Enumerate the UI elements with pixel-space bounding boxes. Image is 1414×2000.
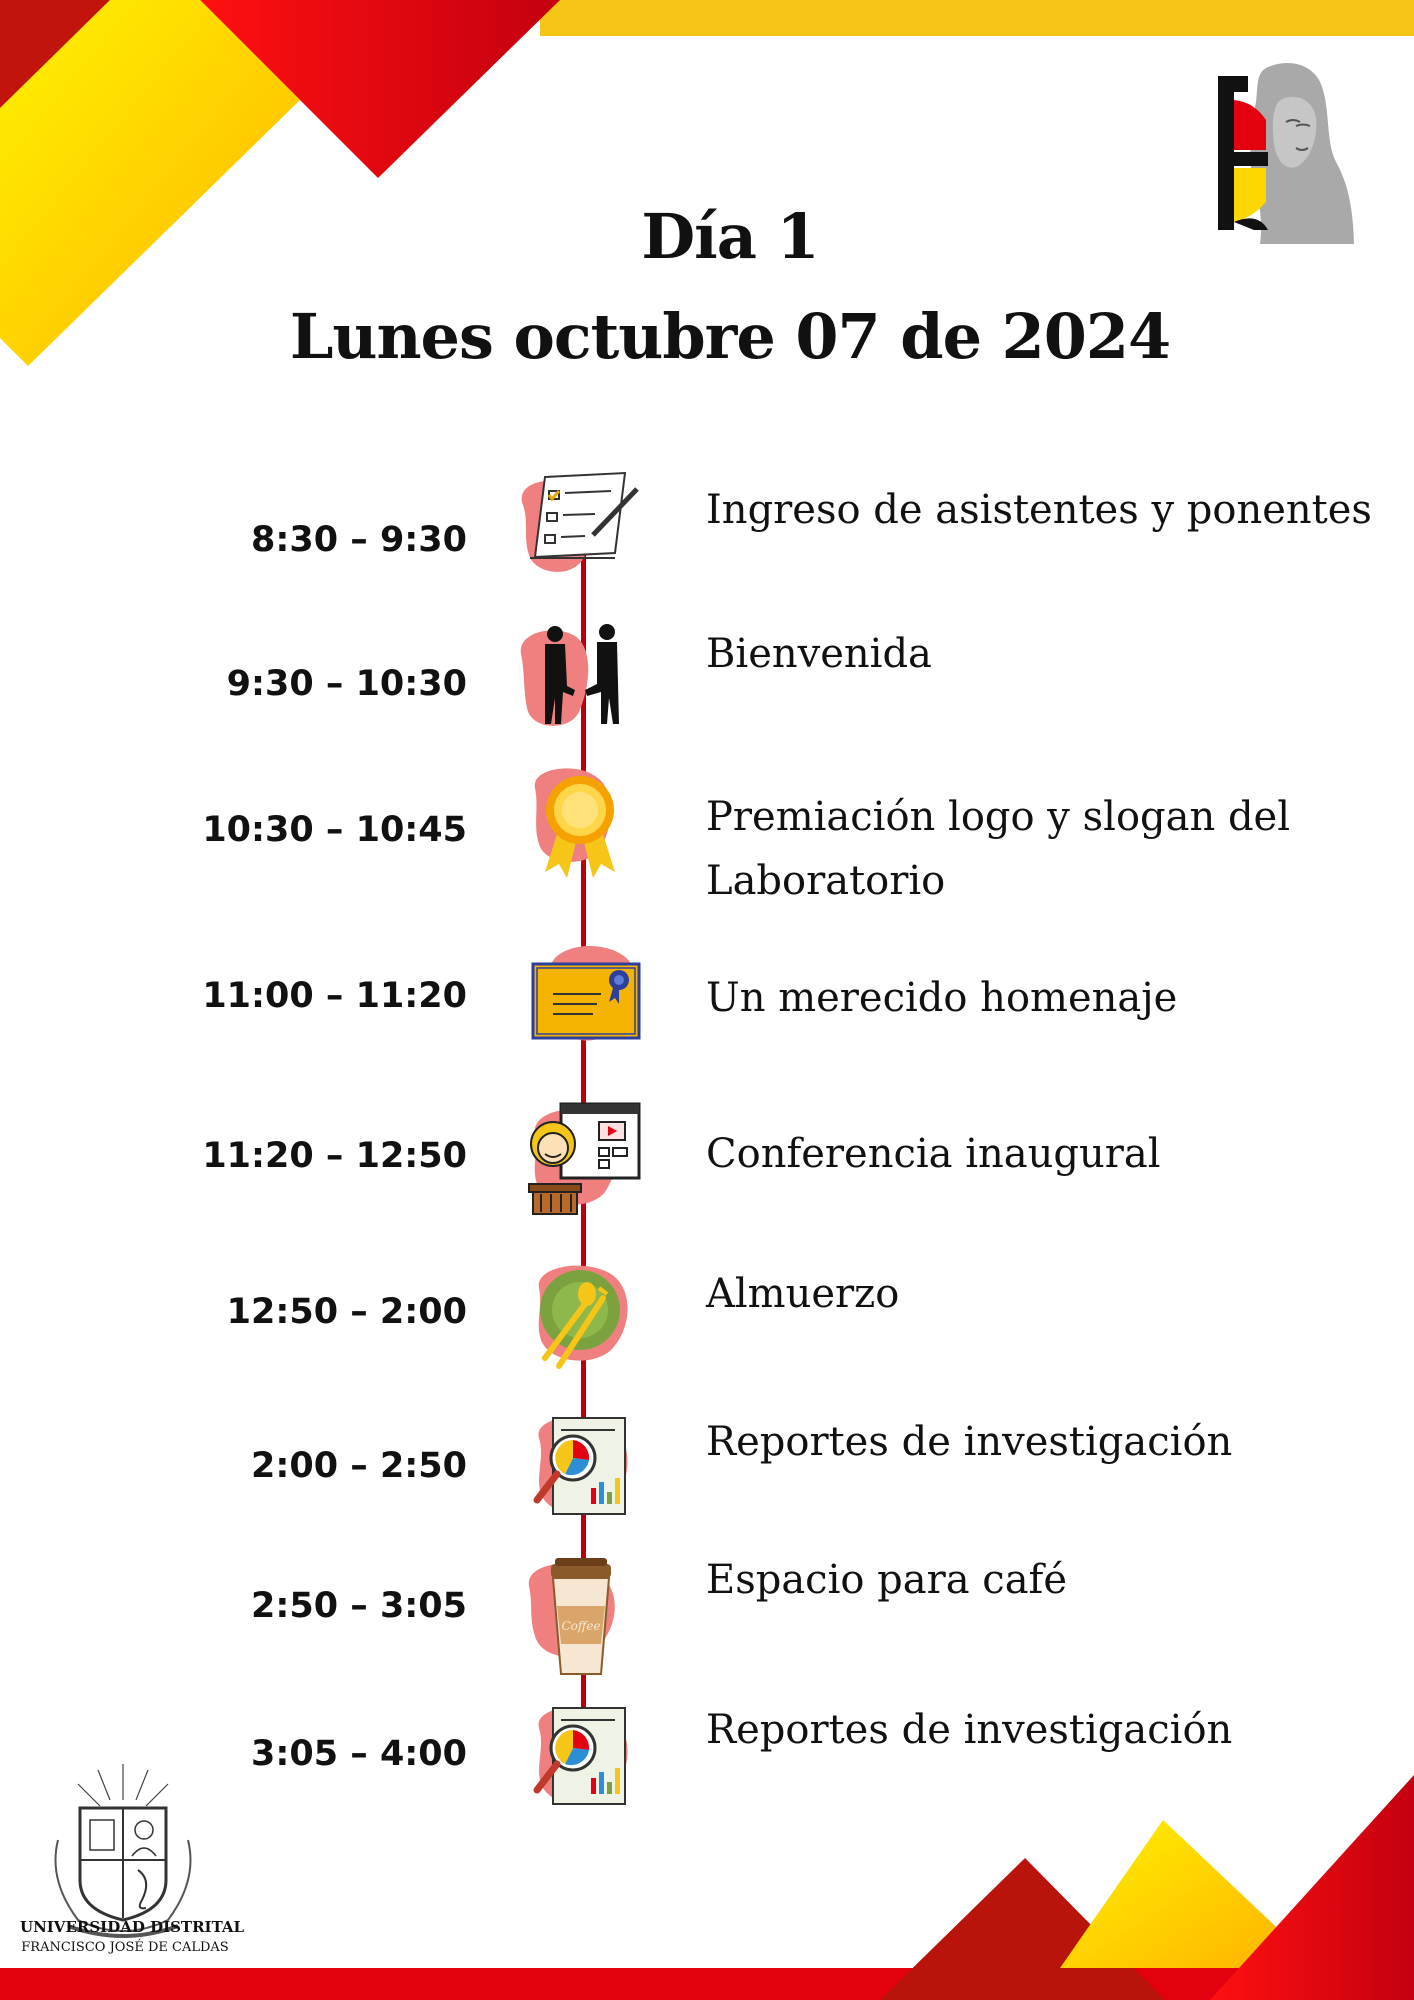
top-yellow-bar xyxy=(540,0,1414,36)
schedule-row xyxy=(0,1410,1414,1530)
checklist-icon xyxy=(515,465,645,595)
university-subtitle: FRANCISCO JOSÉ DE CALDAS xyxy=(21,1940,229,1955)
time-label: 10:30 – 10:45 xyxy=(202,810,467,850)
university-name: UNIVERSIDAD DISTRITAL xyxy=(20,1918,245,1936)
activity-label: Ingreso de asistentes y ponentes xyxy=(706,487,1372,533)
time-label: 9:30 – 10:30 xyxy=(226,664,467,704)
activity-label: Reportes de investigación xyxy=(706,1419,1233,1465)
time-label: 11:20 – 12:50 xyxy=(202,1136,467,1176)
schedule-row xyxy=(0,944,1414,1064)
certificate-icon xyxy=(515,938,645,1068)
schedule-row xyxy=(0,760,1414,904)
time-label: 12:50 – 2:00 xyxy=(226,1292,467,1332)
schedule-row xyxy=(0,1100,1414,1220)
activity-label: Un merecido homenaje xyxy=(706,975,1178,1021)
coffee-cup-icon xyxy=(515,1550,645,1680)
bottom-yellow-diamond xyxy=(1060,1820,1290,1968)
time-label: 3:05 – 4:00 xyxy=(251,1734,467,1774)
schedule-row xyxy=(0,1256,1414,1376)
report-magnifier-icon xyxy=(515,1698,645,1828)
plate-utensils-icon xyxy=(515,1254,645,1384)
schedule-row xyxy=(0,1556,1414,1676)
activity-label: Bienvenida xyxy=(706,631,932,677)
activity-label: Espacio para café xyxy=(706,1557,1068,1603)
activity-label: Almuerzo xyxy=(706,1271,900,1317)
award-ribbon-icon xyxy=(515,758,645,888)
schedule-row xyxy=(0,470,1414,590)
bottom-red-bar xyxy=(0,1968,1414,2000)
day-title: Día 1 xyxy=(641,200,819,273)
handshake-icon xyxy=(515,614,645,744)
date-title: Lunes octubre 07 de 2024 xyxy=(289,300,1171,373)
time-label: 8:30 – 9:30 xyxy=(251,520,467,560)
activity-label: Reportes de investigación xyxy=(706,1707,1233,1753)
coffee-cup-text: Coffee xyxy=(561,1619,601,1633)
activity-label: Conferencia inaugural xyxy=(706,1131,1161,1177)
report-magnifier-icon xyxy=(515,1408,645,1538)
presenter-icon xyxy=(515,1094,645,1224)
activity-label: Premiación logo y slogan del Laboratorio xyxy=(706,794,1291,904)
schedule-row xyxy=(0,614,1414,734)
time-label: 2:50 – 3:05 xyxy=(251,1586,467,1626)
time-label: 2:00 – 2:50 xyxy=(251,1446,467,1486)
time-label: 11:00 – 11:20 xyxy=(202,976,467,1016)
